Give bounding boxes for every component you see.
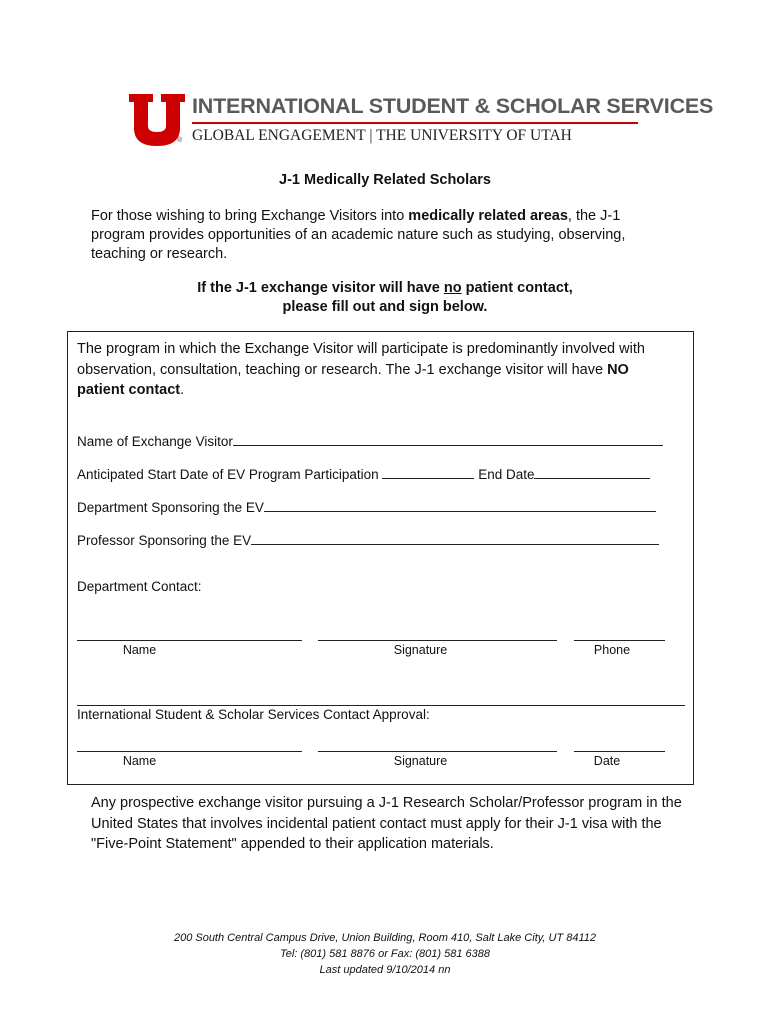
approval-rule (77, 705, 685, 706)
approver-date-caption: Date (593, 754, 621, 768)
sponsoring-professor-label: Professor Sponsoring the EV (77, 533, 252, 548)
exchange-visitor-name-blank[interactable] (233, 431, 663, 446)
header-red-rule (192, 122, 638, 124)
statement-end: . (180, 382, 185, 398)
notice-text-2: patient contact, (461, 280, 573, 296)
approver-name-caption: Name (122, 754, 157, 768)
exchange-visitor-name-field[interactable] (77, 431, 663, 449)
intro-paragraph (91, 207, 661, 264)
footer-updated: Last updated 9/10/2014 nn (319, 964, 451, 976)
sponsoring-professor-blank[interactable] (251, 530, 659, 545)
approver-signature-line[interactable] (318, 751, 557, 752)
organization-subtitle: GLOBAL ENGAGEMENT | THE UNIVERSITY OF UTAH (192, 127, 572, 144)
start-date-label: Anticipated Start Date of EV Program Participation (77, 467, 379, 482)
sponsoring-professor-field[interactable] (77, 530, 659, 548)
document-title: J-1 Medically Related Scholars (279, 172, 491, 188)
approver-name-line[interactable] (77, 751, 302, 752)
notice-underlined-no: no (443, 280, 462, 296)
registered-mark: ® (177, 137, 183, 144)
notice-text-3: please fill out and sign below. (282, 299, 488, 315)
contact-phone-line[interactable] (574, 640, 665, 641)
approver-signature-caption: Signature (393, 754, 448, 768)
letterhead (128, 90, 714, 150)
intro-text-start: For those wishing to bring Exchange Visitors into (91, 208, 409, 224)
approver-date-line[interactable] (574, 751, 665, 752)
approval-label: International Student & Scholar Services Contact Approval: (77, 707, 430, 722)
notice-text-1: If the J-1 exchange visitor will have (197, 280, 444, 296)
statement-text: The program in which the Exchange Visitor will participate is predominantly involved with observation, consultation, teaching or research. The J-1 exchange visitor will have (77, 341, 645, 378)
intro-bold-phrase: medically related areas (408, 208, 568, 224)
exchange-visitor-name-label: Name of Exchange Visitor (77, 434, 233, 449)
sponsoring-department-label: Department Sponsoring the EV (77, 500, 264, 515)
intro-text-end: , the J-1 program provides opportunities of an academic nature such as studying, observing, teaching or research. (91, 208, 626, 262)
department-contact-label: Department Contact: (77, 579, 202, 594)
contact-phone-caption: Phone (593, 643, 631, 657)
contact-signature-line[interactable] (318, 640, 557, 641)
contact-name-line[interactable] (77, 640, 302, 641)
sponsoring-department-field[interactable] (77, 497, 656, 515)
footer-phone: Tel: (801) 581 8876 or Fax: (801) 581 6388 (280, 948, 490, 960)
organization-name: INTERNATIONAL STUDENT & SCHOLAR SERVICES (192, 94, 714, 118)
program-dates-field (77, 464, 650, 482)
end-date-blank[interactable] (534, 464, 650, 479)
contact-signature-caption: Signature (393, 643, 448, 657)
statement-bold-tail: patient contact (77, 382, 181, 398)
sponsoring-department-blank[interactable] (264, 497, 656, 512)
no-patient-contact-notice (0, 279, 770, 317)
end-date-label: End Date (478, 467, 535, 482)
five-point-statement-note: Any prospective exchange visitor pursuing a J-1 Research Scholar/Professor program in the United States that involves incidental patient contact must apply for their J-1 visa with the "Five-Point Statement" appended to their application materials. (91, 795, 682, 852)
start-date-blank[interactable] (382, 464, 474, 479)
program-statement (77, 339, 685, 401)
contact-name-caption: Name (122, 643, 157, 657)
footer (0, 930, 770, 978)
footer-address: 200 South Central Campus Drive, Union Building, Room 410, Salt Lake City, UT 84112 (173, 932, 597, 944)
statement-bold-no: NO (607, 361, 629, 378)
